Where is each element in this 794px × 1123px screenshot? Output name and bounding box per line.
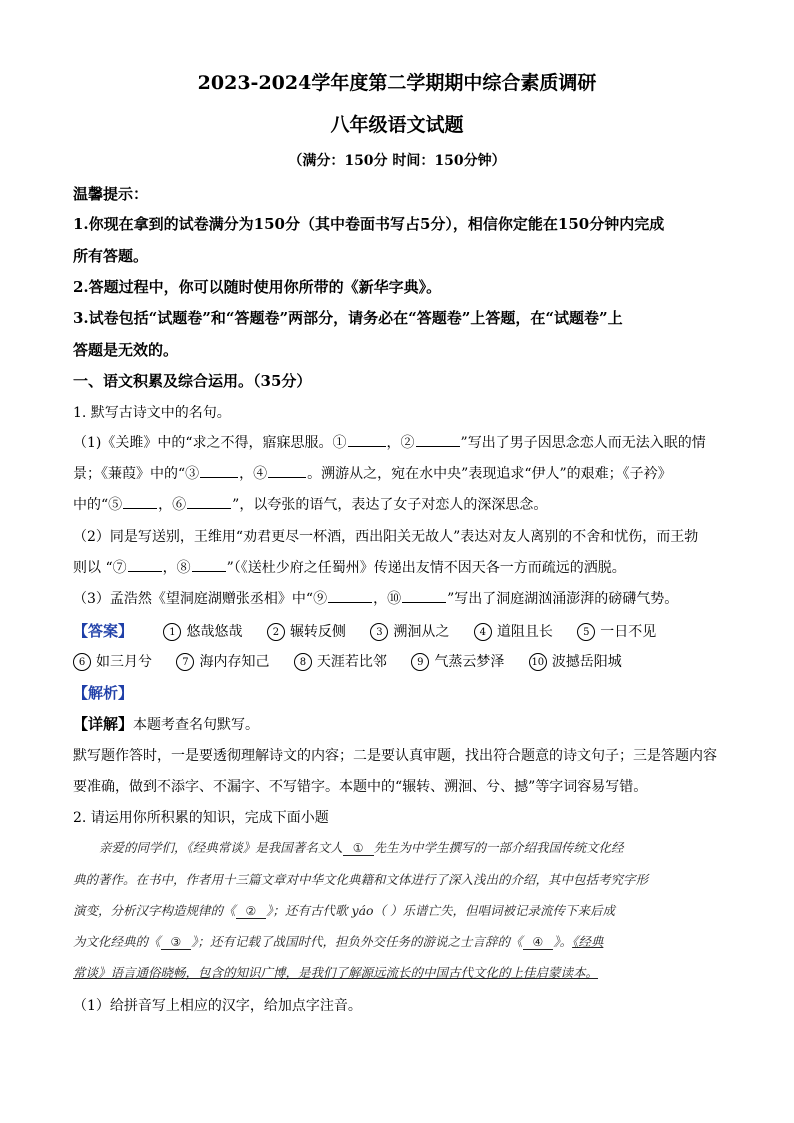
exam-meta: （满分：150分 时间：150分钟） — [288, 153, 506, 169]
q1-part3: （3）孟浩然《望洞庭湖赠张丞相》中“⑨ ，⑩ ”写出了洞庭湖汹涌澎湃的磅礴气势。 — [73, 588, 723, 608]
q1-title: 1. 默写古诗文中的名句。 — [73, 405, 231, 421]
passage-line-1: 亲爱的同学们，《经典常谈》是我国著名文人 ① 先生为中学生撰写的一部介绍我国传统文化经 — [99, 840, 624, 855]
answer-item: 8 天涯若比邻 — [294, 651, 387, 671]
detail-line-3: 要准确，做到不添字、不漏字、不写错字。本题中的“辗转、溯洄、兮、撼”等字词容易写错。 — [73, 779, 648, 795]
analysis-label: 【解析】 — [73, 684, 134, 702]
q2-title: 2. 请运用你所积累的知识，完成下面小题 — [73, 810, 329, 826]
tips-heading: 温馨提示： — [73, 185, 149, 203]
tip-3a: 3.试卷包括“试题卷”和“答题卷”两部分，请务必在“答题卷”上答题，在“试题卷”上 — [73, 309, 623, 327]
answer-row-1 — [73, 620, 723, 641]
answer-item: 2 辗转反侧 — [267, 621, 346, 641]
detail-line-1: 【详解】本题考查名句默写。 — [73, 715, 260, 733]
passage-line-5: 常谈》语言通俗晓畅，包含的知识广博，是我们了解源远流长的中国古代文化的上佳启蒙读本。 — [73, 965, 599, 980]
q1-part2-line1: （2）同是写送别，王维用“劝君更尽一杯酒，西出阳关无故人”表达对友人离别的不舍和忧伤，而王勃 — [73, 529, 699, 545]
q1-part2-line2: 则以 “⑦ ，⑧ ”（《送杜少府之任蜀州》传递出友情不因天各一方而疏远的洒脱。 — [73, 557, 723, 577]
detail-line-2: 默写题作答时，一是要透彻理解诗文的内容；二是要认真审题，找出符合题意的诗文句子；三是答题内容 — [73, 748, 717, 764]
q1-part1-line1: （1)《关雎》中的“求之不得，寤寐思服。① ，② ”写出了男子因思念恋人而无法入眠的情 — [73, 432, 723, 452]
answer-number: 9 — [411, 653, 429, 671]
passage-blank: ① — [343, 841, 374, 856]
answer-item: 3 溯洄从之 — [370, 621, 449, 641]
passage-blank: ③ — [161, 935, 192, 950]
answer-number: 5 — [577, 623, 595, 641]
answer-item: 4 道阻且长 — [474, 621, 553, 641]
answer-number: 8 — [294, 653, 312, 671]
exam-title: 2023-2024学年度第二学期期中综合素质调研 — [197, 72, 597, 94]
passage-line-2: 典的著作。在书中，作者用十三篇文章对中华文化典籍和文体进行了深入浅出的介绍，其中包括考究字形 — [73, 872, 649, 887]
tip-2: 2.答题过程中，你可以随时使用你所带的《新华字典》。 — [73, 278, 442, 296]
answer-number: 4 — [474, 623, 492, 641]
section-heading: 一、语文积累及综合运用。（35分） — [73, 372, 312, 390]
answer-number: 7 — [176, 653, 194, 671]
answer-row-2 — [73, 651, 723, 671]
answer-item: 5 一日不见 — [577, 621, 656, 641]
exam-subtitle: 八年级语文试题 — [330, 114, 464, 136]
passage-line-3: 演变，分析汉字构造规律的《 ② 》；还有古代歌 yáo（ ）乐谱亡失，但唱词被记录流传下来后成 — [73, 903, 616, 918]
answer-item: 9 气蒸云梦泽 — [411, 651, 504, 671]
tip-1b: 所有答题。 — [73, 247, 149, 265]
passage-blank: ④ — [523, 935, 554, 950]
answer-number: 6 — [73, 653, 91, 671]
answer-item: 7 海内存知己 — [176, 651, 269, 671]
passage-blank: ② — [236, 904, 267, 919]
q1-part1-line2: 景；《蒹葭》中的“③ ，④ 。溯游从之，宛在水中央”表现追求“伊人”的艰难；《子衿》 — [73, 463, 723, 483]
answer-label: 【答案】 — [73, 622, 134, 640]
tip-1a: 1.你现在拿到的试卷满分为150分（其中卷面书写占5分），相信你定能在150分钟内完成 — [73, 215, 665, 233]
q1-part1-line3: 中的“⑤ ，⑥ ”，以夸张的语气，表达了女子对恋人的深深思念。 — [73, 494, 723, 514]
answer-number: 3 — [370, 623, 388, 641]
answer-number: 2 — [267, 623, 285, 641]
tip-3b: 答题是无效的。 — [73, 341, 179, 359]
answer-number: 1 — [163, 623, 181, 641]
answer-number: 10 — [529, 653, 547, 671]
answer-item: 6 如三月兮 — [73, 651, 152, 671]
q2-sub1: （1）给拼音写上相应的汉字，给加点字注音。 — [73, 998, 362, 1014]
answer-item: 1 悠哉悠哉 — [163, 621, 242, 641]
detail-label: 【详解】 — [73, 715, 134, 733]
answer-item: 10 波撼岳阳城 — [529, 651, 622, 671]
passage-line-4: 为文化经典的《 ③ 》；还有记载了战国时代，担负外交任务的游说之士言辞的《 ④ 》。《经典 — [73, 934, 604, 949]
